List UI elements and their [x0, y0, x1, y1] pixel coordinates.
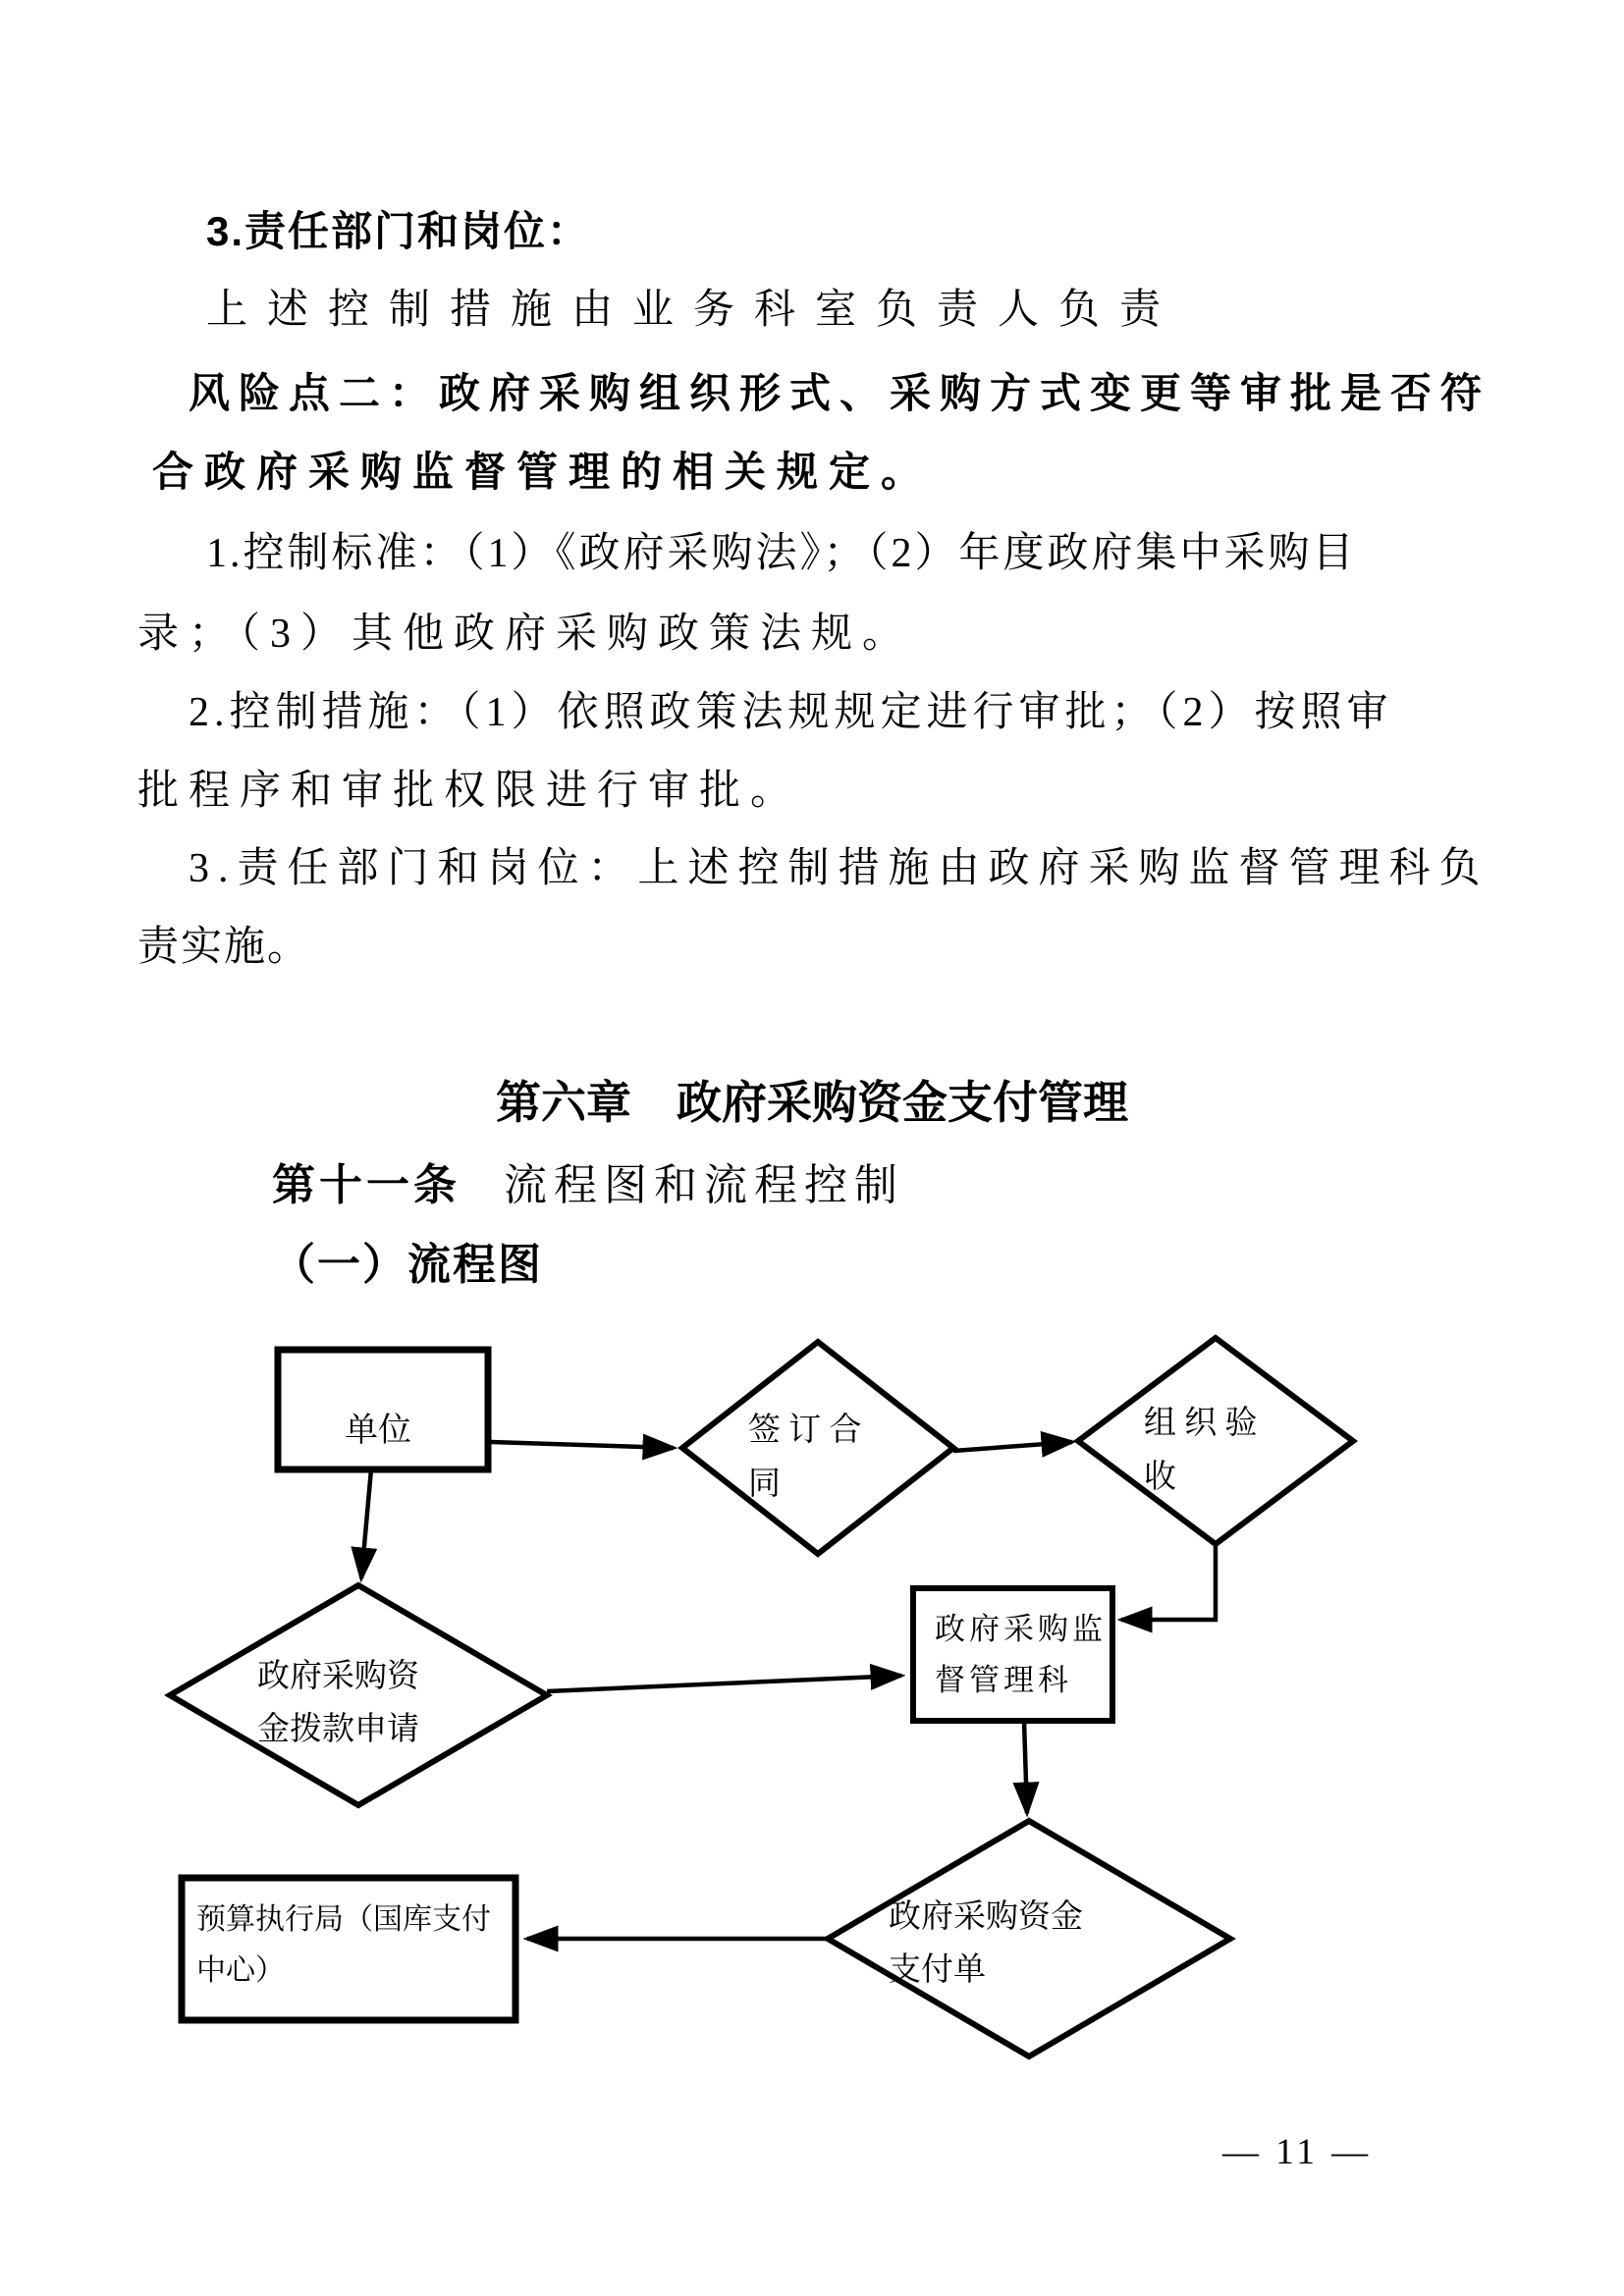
organize-acceptance-label-2: 收 [1144, 1460, 1176, 1495]
body-line-2: 上述控制措施由业务科室负责人负责 [206, 288, 1181, 333]
supervision-dept-label-2: 督管理科 [935, 1663, 1072, 1697]
fund-request-label-1: 政府采购资 [257, 1659, 419, 1694]
flowchart-node-supervision-dept [913, 1588, 1112, 1721]
flowchart-node-organize-acceptance [1078, 1338, 1353, 1544]
arrow-acceptance-to-supervision [1121, 1544, 1216, 1620]
article-title: 流程图和流程控制 [504, 1161, 904, 1209]
arrow-unit-to-sign-contract [491, 1442, 674, 1448]
flowchart-node-payment-slip [828, 1821, 1230, 2056]
arrow-supervision-to-payment-slip [1024, 1721, 1027, 1813]
body-line-9: 3.责任部门和岗位：上述控制措施由政府采购监督管理科负 [189, 846, 1489, 891]
fund-request-label-2: 金拨款申请 [257, 1712, 419, 1747]
budget-bureau-label-1: 预算执行局（国库支付 [196, 1903, 491, 1936]
sign-contract-label-2: 同 [748, 1467, 781, 1502]
arrow-unit-to-fund-request [361, 1469, 371, 1578]
body-line-4: 合政府采购监督管理的相关规定。 [152, 449, 934, 495]
body-line-3: 风险点二：政府采购组织形式、采购方式变更等审批是否符 [189, 370, 1491, 416]
body-line-8: 批程序和审批权限进行审批。 [137, 769, 802, 814]
unit-label: 单位 [345, 1413, 411, 1449]
page-number: — 11 — [1222, 2132, 1373, 2172]
payment-slip-label-2: 支付单 [889, 1952, 986, 1988]
article-heading [272, 1161, 904, 1209]
body-line-7: 2.控制措施：（1）依照政策法规规定进行审批；（2）按照审 [189, 690, 1393, 735]
arrow-fund-request-to-supervision [547, 1676, 901, 1691]
section-heading: （一）流程图 [272, 1241, 543, 1289]
flowchart-node-fund-request [170, 1585, 547, 1805]
arrow-sign-contract-to-acceptance [953, 1442, 1072, 1451]
organize-acceptance-label-1: 组 织 验 [1144, 1406, 1258, 1441]
flowchart-node-unit [278, 1350, 488, 1469]
payment-slip-label-1: 政府采购资金 [889, 1899, 1083, 1935]
article-number: 第十一条 [272, 1161, 460, 1209]
sign-contract-label-1: 签 订 合 [748, 1413, 862, 1448]
body-line-6: 录；（3）其他政府采购政策法规。 [137, 612, 914, 657]
body-line-1: 3.责任部门和岗位： [206, 208, 591, 254]
body-line-10: 责实施。 [137, 925, 311, 970]
budget-bureau-label-2: 中心） [196, 1954, 285, 1987]
flowchart-node-sign-contract [682, 1342, 953, 1554]
flowchart-node-budget-bureau [182, 1878, 515, 2020]
supervision-dept-label-1: 政府采购监 [935, 1612, 1107, 1646]
flowchart [0, 1325, 1624, 2101]
body-line-5: 1.控制标准：（1）《政府采购法》；（2）年度政府集中采购目 [206, 531, 1357, 576]
chapter-heading: 第六章 政府采购资金支付管理 [496, 1077, 1128, 1128]
